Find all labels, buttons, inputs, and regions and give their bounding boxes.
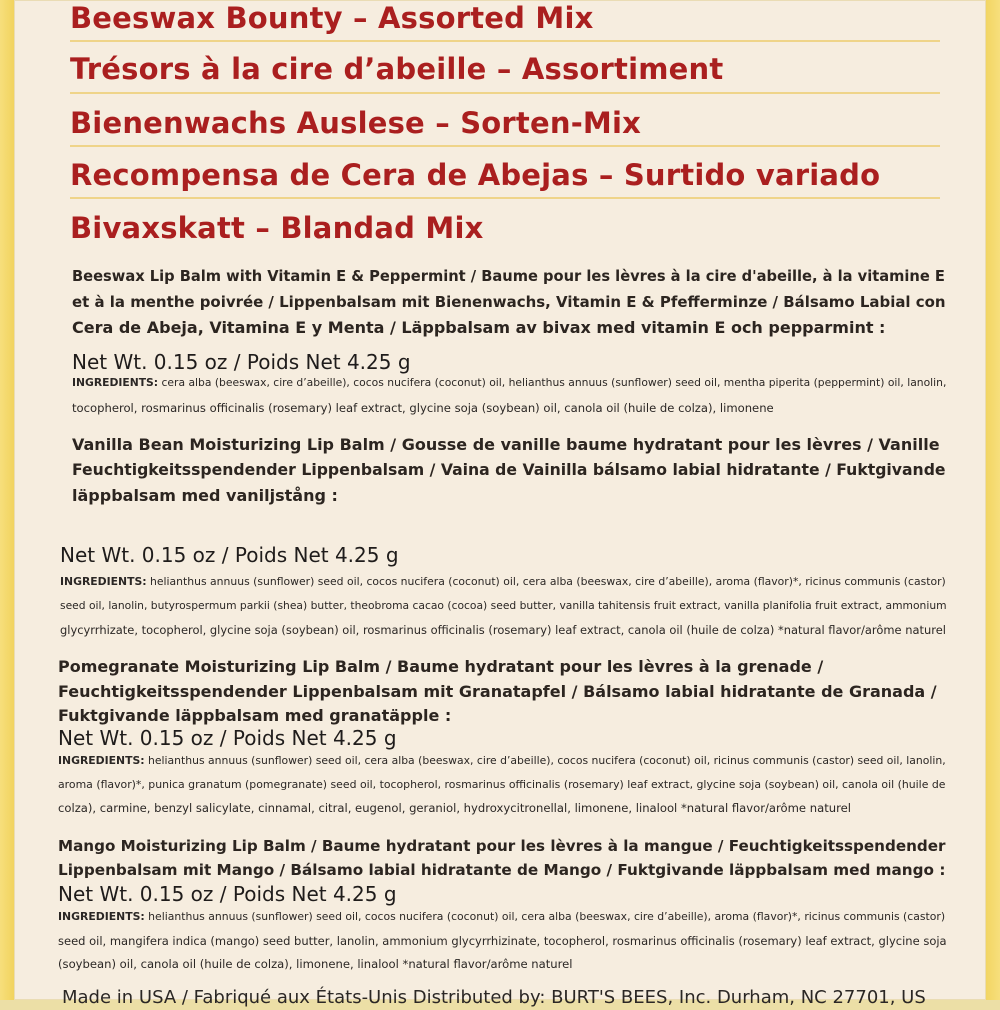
ingredients-line (58, 750, 946, 772)
title-spanish: Recompensa de Cera de Abejas – Surtido variado (70, 158, 881, 192)
title-english: Beeswax Bounty – Assorted Mix (70, 1, 594, 35)
product-description-line: Vanilla Bean Moisturizing Lip Balm / Gousse de vanille baume hydratant pour les lèvres / Vanille (72, 435, 940, 454)
ingredients-line: (soybean) oil, canola oil (huile de colza), limonene, linalool *natural flavor/arôme naturel (58, 957, 573, 971)
ingredients-label: INGREDIENTS: (72, 376, 159, 389)
left-border-strip (0, 0, 14, 1000)
title-divider (70, 92, 940, 94)
distributor-footer: Made in USA / Fabriqué aux États-Unis Distributed by: BURT'S BEES, Inc. Durham, NC 27701, US (62, 987, 926, 1008)
ingredients-label: INGREDIENTS: (60, 575, 147, 588)
product-description-line: Beeswax Lip Balm with Vitamin E & Peppermint / Baume pour les lèvres à la cire d'abeille, à la vitamine E (72, 268, 945, 285)
title-german: Bienenwachs Auslese – Sorten-Mix (70, 106, 642, 140)
ingredients-line: seed oil, mangifera indica (mango) seed butter, lanolin, ammonium glycyrrhizinate, tocopherol, rosmarinus officinalis (rosemary) leaf extract, glycine soja (58, 934, 947, 948)
product-description-line: Pomegranate Moisturizing Lip Balm / Baume hydratant pour les lèvres à la grenade / (58, 657, 824, 676)
product-description-line: Feuchtigkeitsspendender Lippenbalsam mit Granatapfel / Bálsamo labial hidratante de Granada / (58, 682, 937, 701)
product-description-line: Cera de Abeja, Vitamina E y Menta / Läppbalsam av bivax med vitamin E och pepparmint : (72, 318, 886, 337)
title-divider (70, 197, 940, 199)
product-description-line: et à la menthe poivrée / Lippenbalsam mit Bienenwachs, Vitamin E & Pfefferminze / Bálsamo Labial con (72, 293, 946, 311)
ingredients-line (72, 372, 946, 394)
ingredients-line: aroma (flavor)*, punica granatum (pomegranate) seed oil, tocopherol, rosmarinus officinalis (rosemary) leaf extract, glycine soja (soybean) oil, canola oil (huile de (58, 778, 946, 791)
product-description-line: Feuchtigkeitsspendender Lippenbalsam / Vaina de Vainilla bálsamo labial hidratante / Fuktgivande (72, 460, 946, 479)
ingredients-line: seed oil, lanolin, butyrospermum parkii (shea) butter, theobroma cacao (cocoa) seed butter, vanilla tahitensis fruit extract, vanilla planifolia fruit extract, ammonium (60, 599, 947, 612)
ingredients-text: helianthus annuus (sunflower) seed oil, cocos nucifera (coconut) oil, cera alba (beeswax, cire d’abeille), aroma (flavor)*, ricinus communis (castor) (150, 575, 946, 588)
ingredients-line (58, 906, 945, 928)
ingredients-line: glycyrrhizate, tocopherol, glycine soja (soybean) oil, rosmarinus officinalis (rosemary) leaf extract, canola oil (huile de colza) *natural flavor/arôme naturel (60, 623, 946, 637)
net-weight: Net Wt. 0.15 oz / Poids Net 4.25 g (72, 350, 411, 374)
ingredients-label: INGREDIENTS: (58, 754, 145, 767)
ingredients-label: INGREDIENTS: (58, 910, 145, 923)
title-divider (70, 40, 940, 42)
title-divider (70, 145, 940, 147)
product-description-line: Mango Moisturizing Lip Balm / Baume hydratant pour les lèvres à la mangue / Feuchtigkeitsspendender (58, 837, 946, 855)
ingredients-text: cera alba (beeswax, cire d’abeille), cocos nucifera (coconut) oil, helianthus annuus (sunflower) seed oil, mentha piperita (peppermint) oil, lanolin, (161, 376, 947, 389)
title-swedish: Bivaxskatt – Blandad Mix (70, 211, 484, 245)
product-description-line: Lippenbalsam mit Mango / Bálsamo labial hidratante de Mango / Fuktgivande läppbalsam med mango : (58, 861, 946, 879)
ingredients-line: tocopherol, rosmarinus officinalis (rosemary) leaf extract, glycine soja (soybean) oil, canola oil (huile de colza), limonene (72, 401, 774, 415)
ingredients-line: colza), carmine, benzyl salicylate, cinnamal, citral, eugenol, geraniol, hydroxycitronellal, limonene, linalool *natural flavor/arôme naturel (58, 801, 851, 815)
product-description-line: läppbalsam med vaniljstång : (72, 486, 338, 505)
product-description-line: Fuktgivande läppbalsam med granatäpple : (58, 706, 452, 725)
title-french: Trésors à la cire d’abeille – Assortiment (70, 52, 724, 86)
right-border-strip (986, 0, 1000, 1000)
net-weight: Net Wt. 0.15 oz / Poids Net 4.25 g (60, 543, 399, 567)
ingredients-text: helianthus annuus (sunflower) seed oil, cera alba (beeswax, cire d’abeille), cocos nucifera (coconut) oil, ricinus communis (castor) seed oil, lanolin, (148, 754, 946, 767)
ingredients-line (60, 571, 946, 593)
ingredients-text: helianthus annuus (sunflower) seed oil, cocos nucifera (coconut) oil, cera alba (beeswax, cire d’abeille), aroma (flavor)*, ricinus communis (castor) (148, 910, 946, 923)
net-weight: Net Wt. 0.15 oz / Poids Net 4.25 g (58, 882, 397, 906)
net-weight: Net Wt. 0.15 oz / Poids Net 4.25 g (58, 726, 397, 750)
